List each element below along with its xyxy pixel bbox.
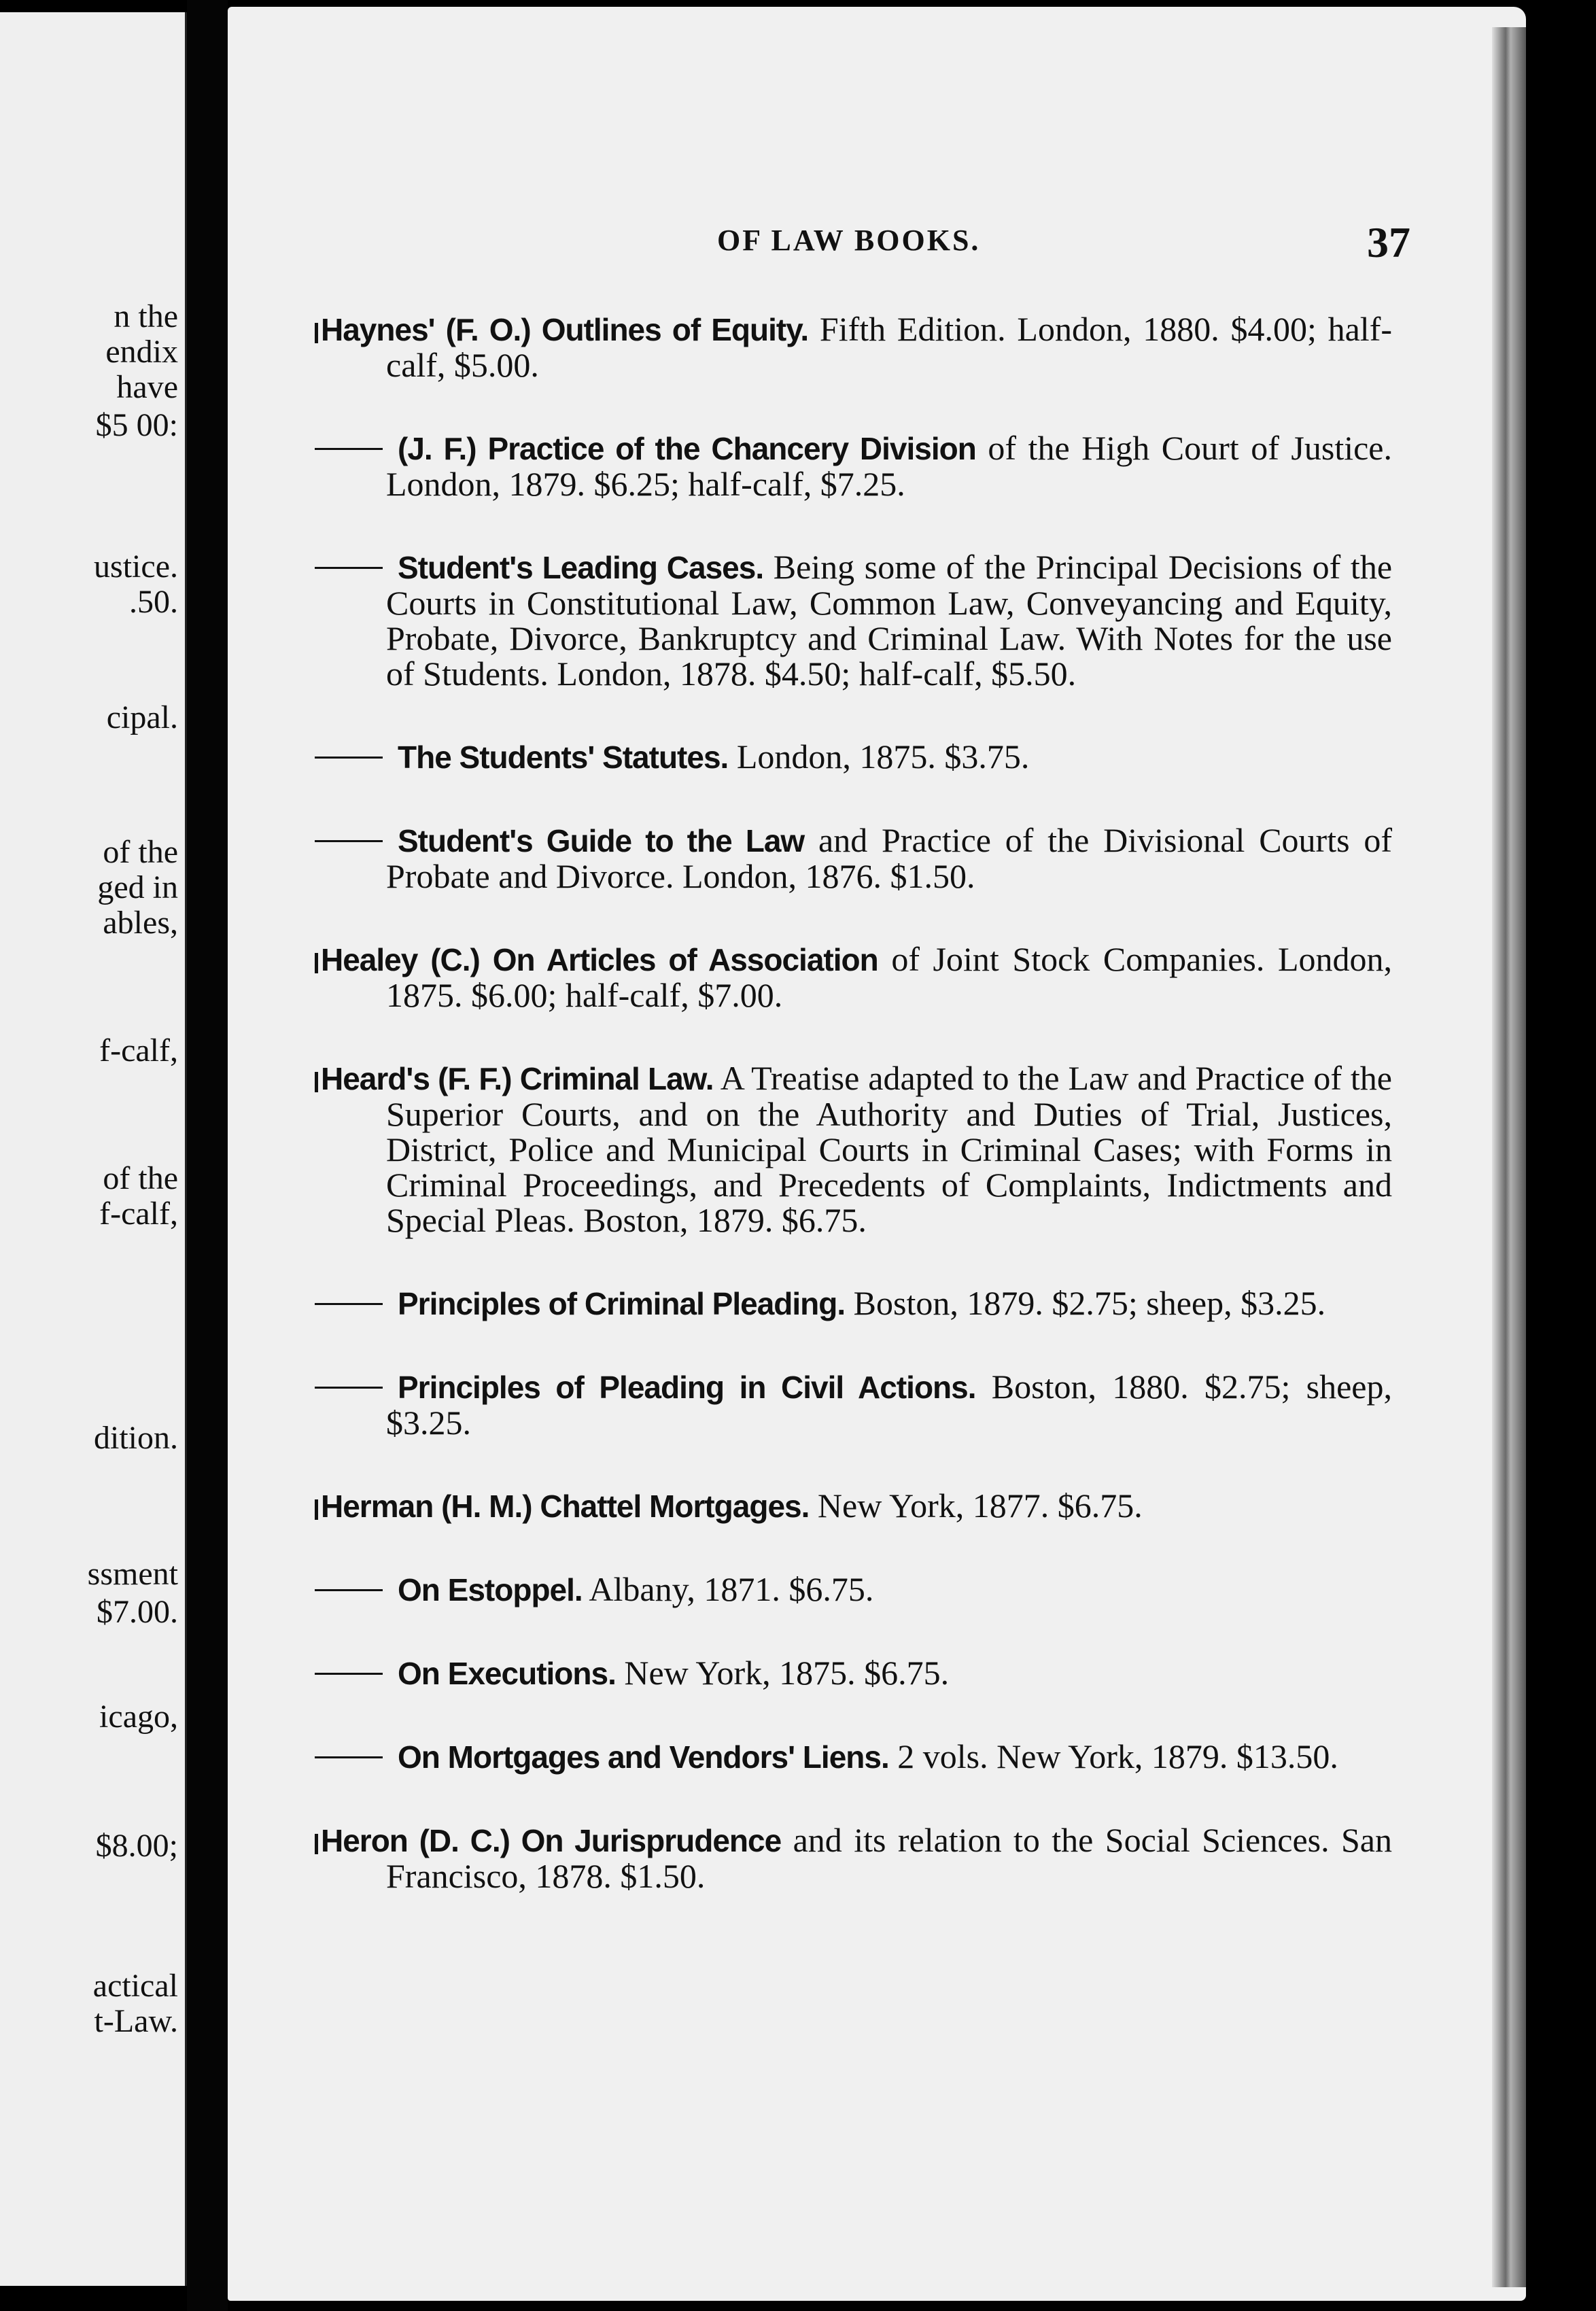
entry-title: Heron (D. C.) On Jurisprudence — [321, 1823, 782, 1858]
ditto-dash — [315, 840, 383, 842]
entry-title: Haynes' (F. O.) Outlines of Equity. — [321, 312, 809, 347]
entry-title: Healey (C.) On Articles of Association — [321, 942, 878, 977]
entry-title: Principles of Criminal Pleading. — [398, 1286, 846, 1321]
entry-marker — [315, 1834, 318, 1854]
page-number: 37 — [1367, 218, 1410, 266]
left-page-line: f-calf, — [99, 1196, 178, 1232]
entry-description: London, 1875. $3.75. — [728, 737, 1030, 776]
left-page-line: f-calf, — [99, 1032, 178, 1068]
entry-description: 2 vols. New York, 1879. $13.50. — [888, 1737, 1338, 1775]
entry-description: Albany, 1871. $6.75. — [582, 1570, 874, 1608]
ditto-dash — [315, 1387, 383, 1389]
left-page-line: endix — [105, 334, 178, 370]
catalogue-sub-entry — [315, 1655, 1392, 1691]
entry-title: On Mortgages and Vendors' Liens. — [398, 1739, 889, 1775]
entry-title: The Students' Statutes. — [398, 740, 729, 775]
page-edge — [1492, 27, 1526, 2287]
catalogue-sub-entry — [315, 430, 1392, 502]
left-page-line: $8.00; — [95, 1828, 178, 1864]
catalogue-entry — [315, 1060, 1392, 1238]
ditto-dash — [315, 1303, 383, 1305]
catalogue-sub-entry — [315, 1739, 1392, 1775]
entry-title: Student's Leading Cases. — [398, 550, 764, 585]
catalogue-entries — [315, 311, 1392, 1941]
left-page-line: have — [116, 369, 178, 405]
entry-description: Fifth Edition. London, 1880. $4.00; half-calf, $5.00. — [386, 310, 1393, 384]
entry-description: of Joint Stock Companies. London, 1875. $6.00; half-calf, $7.00. — [386, 940, 1392, 1014]
catalogue-sub-entry — [315, 822, 1392, 894]
entry-title: On Estoppel. — [398, 1572, 583, 1608]
left-page-line: icago, — [99, 1699, 178, 1735]
catalogue-entry — [315, 1488, 1392, 1524]
catalogue-sub-entry — [315, 1285, 1392, 1321]
ditto-dash — [315, 567, 383, 569]
ditto-dash — [315, 757, 383, 759]
entry-marker — [315, 1072, 318, 1092]
entry-description: and Practice of the Divisional Courts of Probate and Divorce. London, 1876. $1.50. — [386, 821, 1392, 895]
entry-description: New York, 1877. $6.75. — [809, 1487, 1143, 1525]
ditto-dash — [315, 1756, 383, 1758]
left-page-line: of the — [103, 1160, 178, 1196]
entry-description: Boston, 1880. $2.75; sheep, $3.25. — [386, 1368, 1392, 1442]
entry-title: Herman (H. M.) Chattel Mortgages. — [321, 1489, 810, 1524]
entry-description: Boston, 1879. $2.75; sheep, $3.25. — [845, 1284, 1326, 1322]
left-page-line: ged in — [97, 869, 178, 905]
left-page-line: t-Law. — [94, 2003, 178, 2039]
left-page-line: ustice. — [94, 549, 178, 585]
entry-description: New York, 1875. $6.75. — [615, 1654, 950, 1692]
entry-title: Student's Guide to the Law — [398, 823, 805, 858]
catalogue-sub-entry — [315, 739, 1392, 775]
entry-description: A Treatise adapted to the Law and Practice of the Superior Courts, and on the Authority and Duties of Trial, Justices, District, Police and Municipal Courts in Criminal Cases; with Forms in Criminal Proceedings, and Precedents of Complaints, Indictments and Special Pleas. Boston, 1879. $6.75. — [386, 1059, 1392, 1239]
left-page-line: of the — [103, 834, 178, 870]
entry-title: On Executions. — [398, 1656, 616, 1691]
right-page — [228, 7, 1526, 2301]
ditto-dash — [315, 1589, 383, 1591]
entry-description: of the High Court of Justice. London, 1879. $6.25; half-calf, $7.25. — [386, 429, 1392, 503]
left-page-line: cipal. — [106, 699, 178, 735]
left-page-line: ables, — [103, 905, 178, 941]
left-page-line: .50. — [129, 584, 178, 620]
entry-marker — [315, 1499, 318, 1520]
catalogue-sub-entry — [315, 1369, 1392, 1440]
entry-description: and its relation to the Social Sciences. San Francisco, 1878. $1.50. — [386, 1821, 1393, 1895]
ditto-dash — [315, 448, 383, 450]
entry-marker — [315, 323, 318, 343]
left-page-line: n the — [114, 298, 178, 334]
catalogue-entry — [315, 941, 1392, 1013]
catalogue-sub-entry — [315, 549, 1392, 691]
left-page-line: dition. — [93, 1420, 178, 1456]
left-facing-page — [0, 12, 187, 2286]
ditto-dash — [315, 1673, 383, 1675]
catalogue-sub-entry — [315, 1571, 1392, 1608]
catalogue-entry — [315, 1822, 1392, 1894]
left-page-line: $5 00: — [95, 407, 178, 443]
entry-title: Principles of Pleading in Civil Actions. — [398, 1370, 976, 1405]
entry-title: (J. F.) Practice of the Chancery Division — [398, 431, 976, 466]
left-page-line: actical — [92, 1968, 178, 2004]
entry-marker — [315, 953, 318, 973]
entry-title: Heard's (F. F.) Criminal Law. — [321, 1061, 714, 1096]
book-gutter — [187, 0, 228, 2311]
entry-description: Being some of the Principal Decisions of the Courts in Constitutional Law, Common Law, Conveyancing and Equity, Probate, Divorce, Bankruptcy and Criminal Law. With Notes for the use of Students. London, 1878. $4.50; half-calf, $5.50. — [386, 548, 1393, 693]
left-page-line: $7.00. — [97, 1594, 178, 1630]
left-page-line: ssment — [87, 1556, 178, 1592]
running-head: OF LAW BOOKS. — [717, 224, 981, 257]
catalogue-entry — [315, 311, 1392, 383]
